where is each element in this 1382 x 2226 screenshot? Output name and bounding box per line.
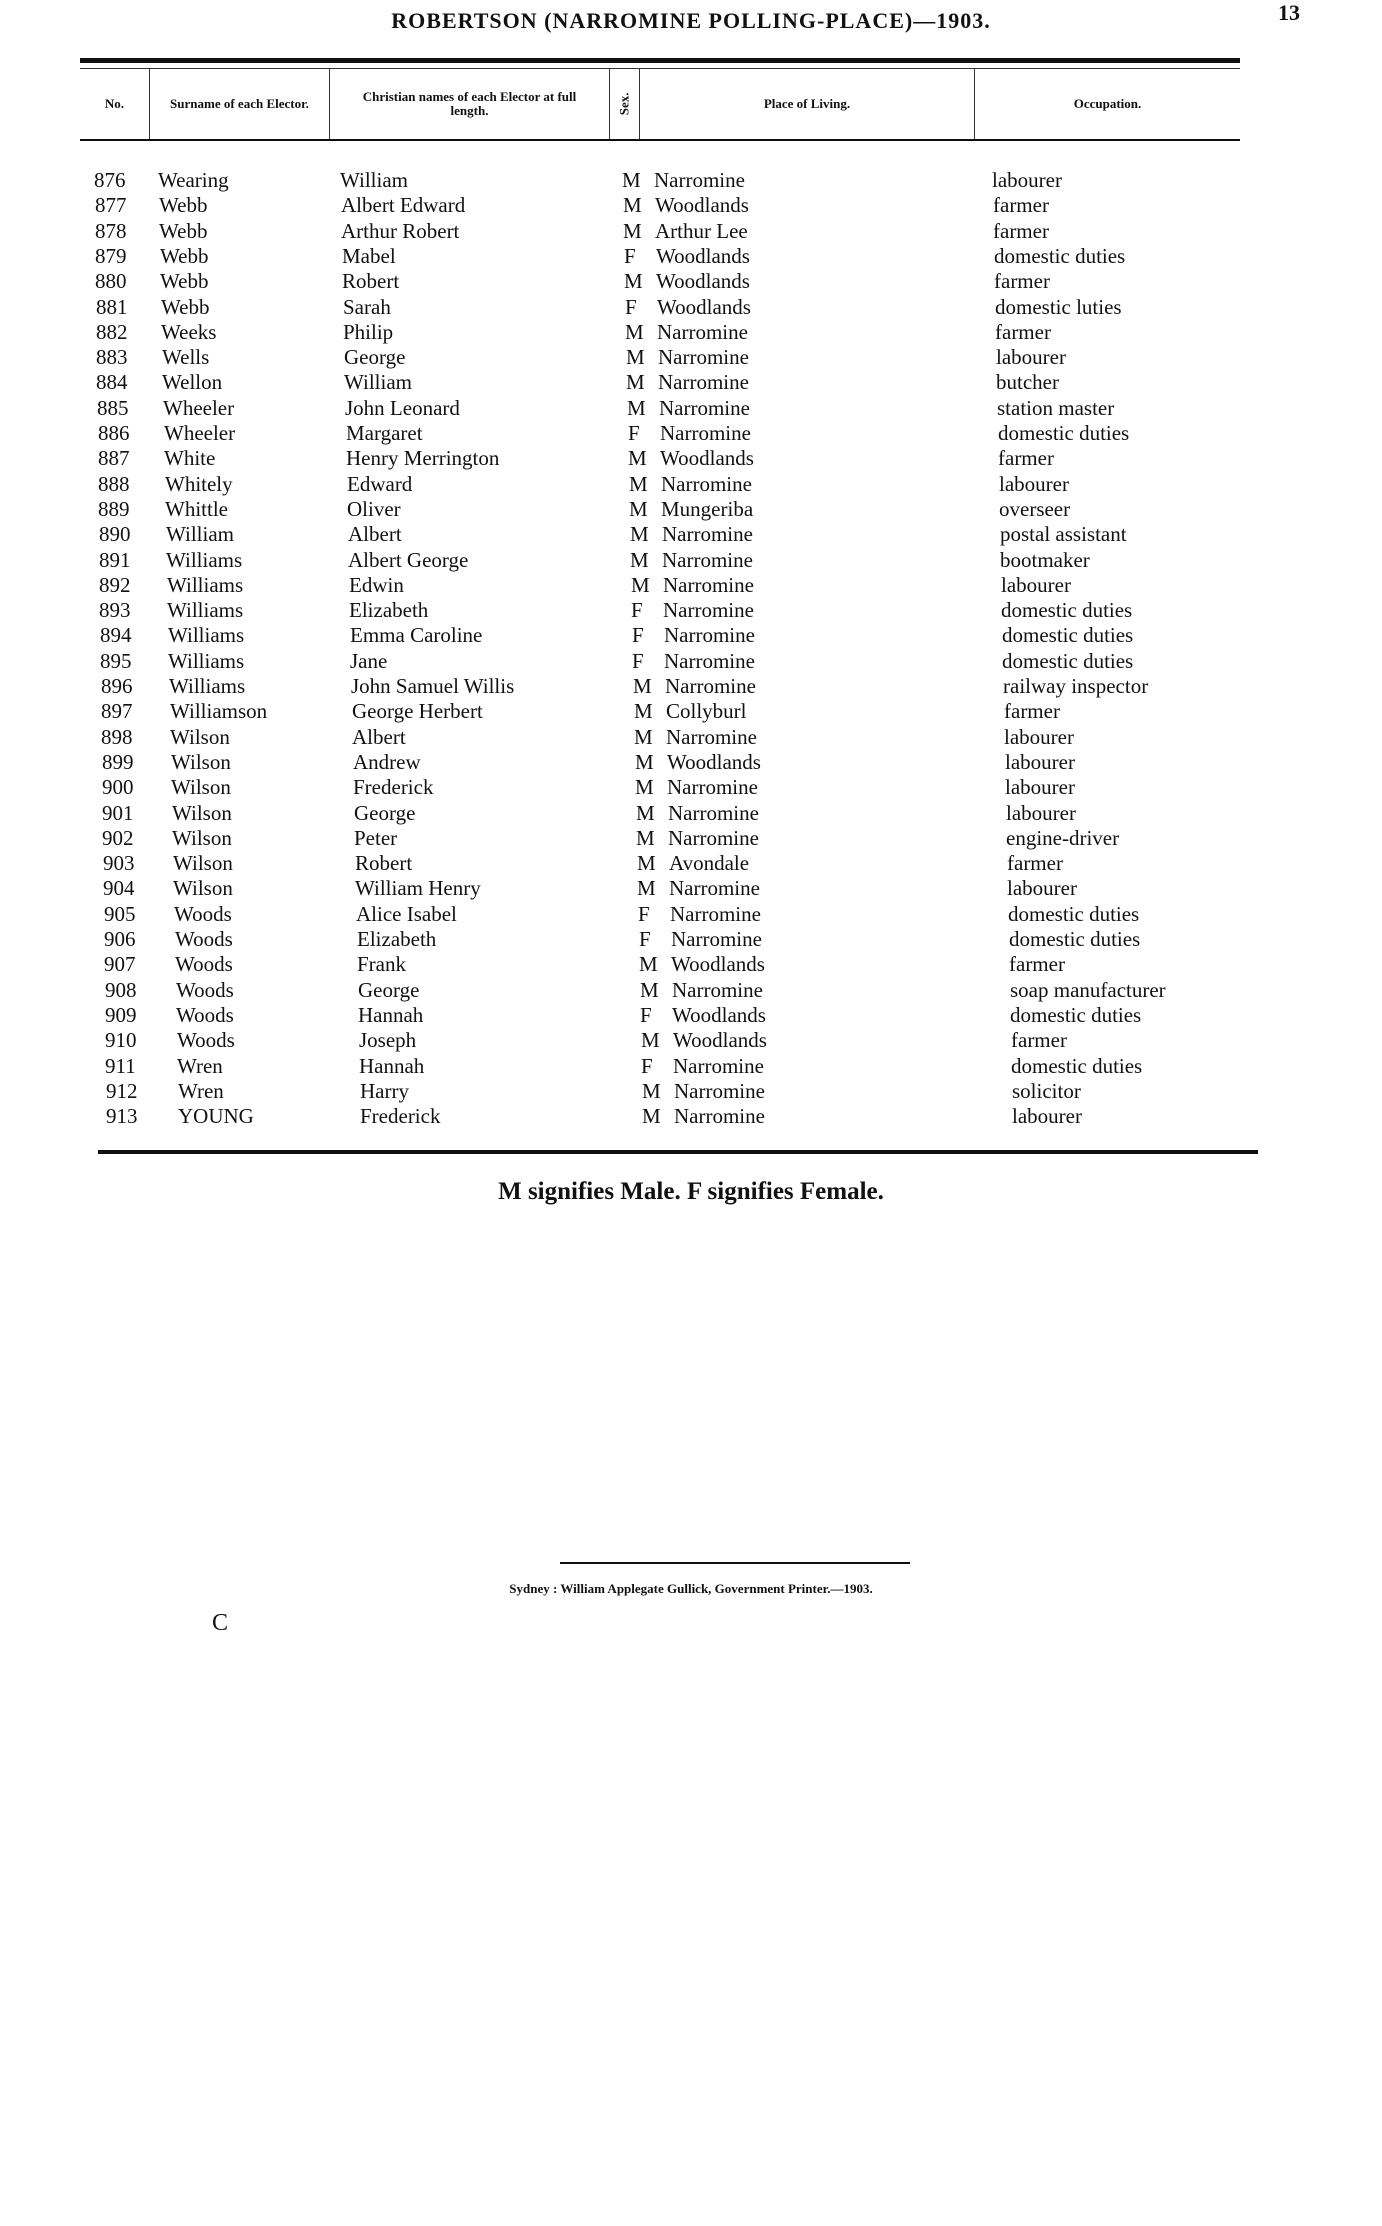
elector-surname: Webb — [160, 269, 209, 293]
elector-occupation: domestic duties — [1008, 902, 1140, 926]
column-header-occupation: Occupation. — [1073, 96, 1142, 112]
elector-occupation: labourer — [992, 168, 1062, 192]
elector-sex: M — [637, 851, 656, 875]
elector-surname: YOUNG — [178, 1104, 254, 1128]
elector-occupation: labourer — [1004, 725, 1074, 749]
header-top-rule — [80, 58, 1240, 63]
elector-place: Narromine — [662, 522, 753, 546]
elector-christian-names: John Samuel Willis — [351, 674, 515, 698]
elector-sex: M — [636, 826, 655, 850]
elector-christian-names: Henry Merrington — [346, 446, 500, 470]
elector-surname: Webb — [160, 244, 209, 268]
elector-sex: M — [629, 472, 648, 496]
elector-place: Woodlands — [671, 952, 765, 976]
elector-number: 906 — [104, 927, 136, 951]
elector-place: Arthur Lee — [655, 219, 748, 243]
elector-sex: F — [640, 1003, 652, 1027]
elector-number: 908 — [105, 978, 137, 1002]
elector-christian-names: Elizabeth — [357, 927, 437, 951]
elector-number: 909 — [105, 1003, 137, 1027]
table-row — [0, 548, 1382, 573]
elector-christian-names: Emma Caroline — [350, 623, 483, 647]
elector-place: Woodlands — [673, 1028, 767, 1052]
elector-place: Narromine — [658, 370, 749, 394]
elector-sex: F — [632, 623, 644, 647]
elector-sex: M — [630, 548, 649, 572]
elector-christian-names: Elizabeth — [349, 598, 429, 622]
column-header-place: Place of Living. — [640, 69, 975, 139]
elector-christian-names: Robert — [342, 269, 400, 293]
elector-surname: Whitely — [165, 472, 233, 496]
elector-number: 876 — [94, 168, 126, 192]
elector-surname: Woods — [177, 1028, 235, 1052]
elector-surname: Webb — [161, 295, 210, 319]
elector-surname: Woods — [174, 902, 232, 926]
elector-surname: Weeks — [161, 320, 217, 344]
elector-christian-names: Edwin — [349, 573, 404, 597]
elector-place: Woodlands — [660, 446, 754, 470]
elector-surname: Williams — [166, 548, 243, 572]
elector-sex: M — [639, 952, 658, 976]
elector-number: 899 — [102, 750, 134, 774]
elector-occupation: labourer — [1001, 573, 1071, 597]
elector-place: Narromine — [666, 725, 757, 749]
elector-surname: Wren — [178, 1079, 224, 1103]
table-row — [0, 927, 1382, 952]
elector-christian-names: Robert — [355, 851, 413, 875]
elector-surname: Wellon — [162, 370, 223, 394]
elector-sex: M — [636, 801, 655, 825]
elector-number: 893 — [99, 598, 131, 622]
elector-place: Narromine — [662, 548, 753, 572]
table-row — [0, 573, 1382, 598]
elector-christian-names: Joseph — [359, 1028, 417, 1052]
elector-occupation: engine-driver — [1006, 826, 1120, 850]
elector-sex: F — [628, 421, 640, 445]
elector-place: Narromine — [668, 826, 759, 850]
table-row — [0, 421, 1382, 446]
elector-number: 882 — [96, 320, 128, 344]
elector-place: Woodlands — [672, 1003, 766, 1027]
elector-christian-names: William Henry — [355, 876, 481, 900]
elector-sex: M — [634, 699, 653, 723]
elector-occupation: domestic duties — [1002, 649, 1134, 673]
elector-number: 910 — [105, 1028, 137, 1052]
elector-occupation: domestic luties — [995, 295, 1122, 319]
elector-sex: M — [634, 725, 653, 749]
elector-christian-names: Albert — [348, 522, 402, 546]
elector-occupation: postal assistant — [1000, 522, 1127, 546]
elector-surname: Williams — [169, 674, 246, 698]
elector-number: 885 — [97, 396, 129, 420]
elector-occupation: farmer — [993, 219, 1049, 243]
elector-place: Narromine — [657, 320, 748, 344]
table-row — [0, 1003, 1382, 1028]
elector-place: Narromine — [664, 623, 755, 647]
table-row — [0, 1028, 1382, 1053]
elector-sex: M — [640, 978, 659, 1002]
elector-christian-names: George Herbert — [352, 699, 483, 723]
elector-sex: M — [628, 446, 647, 470]
elector-number: 913 — [106, 1104, 138, 1128]
elector-place: Narromine — [664, 649, 755, 673]
elector-number: 898 — [101, 725, 133, 749]
elector-sex: F — [641, 1054, 653, 1078]
elector-place: Collyburl — [666, 699, 747, 723]
elector-christian-names: Andrew — [353, 750, 421, 774]
elector-christian-names: Hannah — [358, 1003, 424, 1027]
elector-sex: M — [642, 1104, 661, 1128]
list-bottom-rule — [98, 1150, 1258, 1154]
elector-surname: Wheeler — [164, 421, 236, 445]
table-row — [0, 598, 1382, 623]
elector-place: Narromine — [658, 345, 749, 369]
elector-christian-names: Frederick — [360, 1104, 441, 1128]
elector-number: 881 — [96, 295, 128, 319]
elector-christian-names: Frank — [357, 952, 406, 976]
elector-sex: F — [638, 902, 650, 926]
elector-christian-names: George — [358, 978, 420, 1002]
elector-surname: Wilson — [172, 801, 232, 825]
elector-surname: Williamson — [170, 699, 268, 723]
elector-sex: M — [633, 674, 652, 698]
elector-occupation: farmer — [994, 269, 1050, 293]
elector-number: 886 — [98, 421, 130, 445]
elector-place: Narromine — [672, 978, 763, 1002]
elector-occupation: labourer — [1006, 801, 1076, 825]
elector-occupation: domestic duties — [1011, 1054, 1143, 1078]
elector-place: Narromine — [665, 674, 756, 698]
elector-occupation: farmer — [1009, 952, 1065, 976]
elector-sex: M — [623, 193, 642, 217]
elector-occupation: domestic duties — [1009, 927, 1141, 951]
table-row — [0, 876, 1382, 901]
page-title: ROBERTSON (NARROMINE POLLING-PLACE)—1903. — [391, 8, 991, 33]
elector-christian-names: Frederick — [353, 775, 434, 799]
elector-surname: Wells — [162, 345, 210, 369]
elector-number: 890 — [99, 522, 131, 546]
elector-sex: M — [627, 396, 646, 420]
elector-surname: Wilson — [171, 775, 231, 799]
elector-place: Woodlands — [656, 269, 750, 293]
column-header-surname: Surname of each Elector. — [150, 69, 330, 139]
elector-christian-names: William — [340, 168, 408, 192]
elector-christian-names: George — [354, 801, 416, 825]
elector-number: 902 — [102, 826, 134, 850]
elector-christian-names: Albert Edward — [341, 193, 466, 217]
elector-christian-names: Philip — [343, 320, 394, 344]
sex-legend: M signifies Male. F signifies Female. — [498, 1178, 884, 1205]
elector-number: 878 — [95, 219, 127, 243]
elector-surname: Webb — [159, 193, 208, 217]
elector-surname: Wilson — [170, 725, 230, 749]
elector-christian-names: William — [344, 370, 412, 394]
elector-place: Mungeriba — [661, 497, 754, 521]
elector-surname: Wilson — [171, 750, 231, 774]
elector-christian-names: Peter — [354, 826, 398, 850]
column-header-christian-names: Christian names of each Elector at full length. — [330, 69, 610, 139]
elector-sex: M — [626, 370, 645, 394]
elector-place: Narromine — [659, 396, 750, 420]
elector-sex: M — [626, 345, 645, 369]
elector-occupation: labourer — [996, 345, 1066, 369]
elector-occupation: railway inspector — [1003, 674, 1149, 698]
elector-number: 896 — [101, 674, 133, 698]
table-row — [0, 472, 1382, 497]
table-row — [0, 1079, 1382, 1104]
elector-christian-names: Edward — [347, 472, 413, 496]
elector-christian-names: George — [344, 345, 406, 369]
table-row — [0, 370, 1382, 395]
table-row — [0, 193, 1382, 218]
elector-occupation: farmer — [993, 193, 1049, 217]
elector-number: 887 — [98, 446, 130, 470]
elector-occupation: soap manufacturer — [1010, 978, 1166, 1002]
elector-number: 894 — [100, 623, 132, 647]
elector-place: Narromine — [661, 472, 752, 496]
table-row — [0, 244, 1382, 269]
elector-sex: M — [635, 775, 654, 799]
signature-mark: C — [212, 1610, 229, 1636]
elector-occupation: farmer — [1007, 851, 1063, 875]
elector-surname: Wilson — [172, 826, 232, 850]
elector-sex: M — [641, 1028, 660, 1052]
elector-place: Narromine — [668, 801, 759, 825]
elector-christian-names: John Leonard — [345, 396, 460, 420]
elector-number: 907 — [104, 952, 136, 976]
elector-place: Woodlands — [667, 750, 761, 774]
elector-occupation: labourer — [999, 472, 1069, 496]
column-header-sex — [610, 69, 640, 139]
elector-number: 889 — [98, 497, 130, 521]
elector-occupation: labourer — [1005, 775, 1075, 799]
elector-christian-names: Oliver — [347, 497, 401, 521]
elector-occupation: domestic duties — [1002, 623, 1134, 647]
elector-surname: Whittle — [165, 497, 228, 521]
elector-christian-names: Albert George — [348, 548, 469, 572]
elector-surname: Woods — [175, 952, 233, 976]
table-row — [0, 952, 1382, 977]
table-row — [0, 649, 1382, 674]
elector-sex: M — [635, 750, 654, 774]
elector-surname: Wheeler — [163, 396, 235, 420]
elector-christian-names: Albert — [352, 725, 406, 749]
elector-sex: F — [631, 598, 643, 622]
elector-surname: Wilson — [173, 851, 233, 875]
elector-christian-names: Hannah — [359, 1054, 425, 1078]
page-number: 13 — [1278, 0, 1300, 25]
table-row — [0, 522, 1382, 547]
table-row — [0, 396, 1382, 421]
elector-occupation: labourer — [1012, 1104, 1082, 1128]
printer-imprint: Sydney : William Applegate Gullick, Government Printer.—1903. — [509, 1581, 873, 1596]
elector-surname: Williams — [168, 623, 245, 647]
table-row — [0, 801, 1382, 826]
elector-sex: M — [624, 269, 643, 293]
elector-occupation: farmer — [995, 320, 1051, 344]
elector-place: Narromine — [663, 573, 754, 597]
elector-place: Narromine — [667, 775, 758, 799]
elector-occupation: farmer — [1004, 699, 1060, 723]
elector-occupation: domestic duties — [994, 244, 1126, 268]
elector-surname: Wren — [177, 1054, 223, 1078]
elector-sex: M — [629, 497, 648, 521]
table-row — [0, 674, 1382, 699]
printer-rule — [560, 1562, 910, 1564]
elector-number: 903 — [103, 851, 135, 875]
column-header-no: No. — [80, 69, 150, 139]
elector-place: Narromine — [654, 168, 745, 192]
elector-occupation: domestic duties — [998, 421, 1130, 445]
elector-place: Woodlands — [657, 295, 751, 319]
elector-number: 880 — [95, 269, 127, 293]
elector-occupation: domestic duties — [1010, 1003, 1142, 1027]
elector-place: Narromine — [669, 876, 760, 900]
table-row — [0, 978, 1382, 1003]
elector-christian-names: Alice Isabel — [356, 902, 457, 926]
table-row — [0, 168, 1382, 193]
elector-number: 900 — [102, 775, 134, 799]
elector-surname: William — [166, 522, 234, 546]
table-row — [0, 725, 1382, 750]
elector-surname: Woods — [176, 978, 234, 1002]
elector-christian-names: Arthur Robert — [341, 219, 460, 243]
elector-number: 904 — [103, 876, 135, 900]
elector-occupation: bootmaker — [1000, 548, 1090, 572]
elector-surname: White — [164, 446, 216, 470]
elector-occupation: labourer — [1007, 876, 1077, 900]
elector-occupation: overseer — [999, 497, 1071, 521]
elector-occupation: farmer — [1011, 1028, 1067, 1052]
elector-occupation: solicitor — [1012, 1079, 1081, 1103]
table-row — [0, 219, 1382, 244]
elector-sex: F — [624, 244, 636, 268]
elector-christian-names: Harry — [360, 1079, 409, 1103]
elector-surname: Williams — [167, 573, 244, 597]
elector-occupation: farmer — [998, 446, 1054, 470]
elector-occupation: butcher — [996, 370, 1059, 394]
elector-place: Avondale — [669, 851, 750, 875]
elector-sex: M — [622, 168, 641, 192]
elector-number: 892 — [99, 573, 131, 597]
table-row — [0, 446, 1382, 471]
elector-number: 883 — [96, 345, 128, 369]
elector-place: Narromine — [660, 421, 751, 445]
elector-number: 877 — [95, 193, 127, 217]
elector-number: 879 — [95, 244, 127, 268]
elector-occupation: domestic duties — [1001, 598, 1133, 622]
elector-number: 891 — [99, 548, 131, 572]
elector-sex: F — [632, 649, 644, 673]
table-header — [80, 68, 1240, 141]
elector-surname: Williams — [167, 598, 244, 622]
table-row — [0, 775, 1382, 800]
elector-number: 895 — [100, 649, 132, 673]
column-header-sex-label: Sex. — [616, 92, 632, 116]
elector-number: 905 — [104, 902, 136, 926]
elector-surname: Woods — [176, 1003, 234, 1027]
elector-sex: M — [623, 219, 642, 243]
elector-sex: F — [639, 927, 651, 951]
elector-christian-names: Mabel — [342, 244, 396, 268]
table-row — [0, 1054, 1382, 1079]
table-row — [0, 750, 1382, 775]
elector-sex: M — [642, 1079, 661, 1103]
elector-surname: Woods — [175, 927, 233, 951]
elector-sex: M — [630, 522, 649, 546]
elector-sex: M — [625, 320, 644, 344]
elector-sex: F — [625, 295, 637, 319]
table-row — [0, 699, 1382, 724]
table-row — [0, 320, 1382, 345]
elector-number: 901 — [102, 801, 134, 825]
elector-place: Woodlands — [656, 244, 750, 268]
table-row — [0, 269, 1382, 294]
elector-christian-names: Jane — [350, 649, 388, 673]
elector-place: Woodlands — [655, 193, 749, 217]
table-row — [0, 623, 1382, 648]
elector-number: 888 — [98, 472, 130, 496]
table-row — [0, 1104, 1382, 1129]
elector-surname: Williams — [168, 649, 245, 673]
table-row — [0, 851, 1382, 876]
elector-place: Narromine — [674, 1079, 765, 1103]
table-row — [0, 902, 1382, 927]
elector-occupation: station master — [997, 396, 1115, 420]
elector-sex: M — [631, 573, 650, 597]
table-row — [0, 497, 1382, 522]
elector-number: 911 — [105, 1054, 136, 1078]
elector-number: 884 — [96, 370, 128, 394]
elector-place: Narromine — [671, 927, 762, 951]
elector-christian-names: Sarah — [343, 295, 391, 319]
elector-surname: Wilson — [173, 876, 233, 900]
elector-place: Narromine — [674, 1104, 765, 1128]
elector-surname: Webb — [159, 219, 208, 243]
table-row — [0, 826, 1382, 851]
elector-surname: Wearing — [158, 168, 229, 192]
elector-place: Narromine — [673, 1054, 764, 1078]
table-row — [0, 345, 1382, 370]
elector-number: 897 — [101, 699, 133, 723]
elector-occupation: labourer — [1005, 750, 1075, 774]
table-row — [0, 295, 1382, 320]
elector-place: Narromine — [663, 598, 754, 622]
elector-place: Narromine — [670, 902, 761, 926]
elector-number: 912 — [106, 1079, 138, 1103]
elector-christian-names: Margaret — [346, 421, 423, 445]
elector-sex: M — [637, 876, 656, 900]
